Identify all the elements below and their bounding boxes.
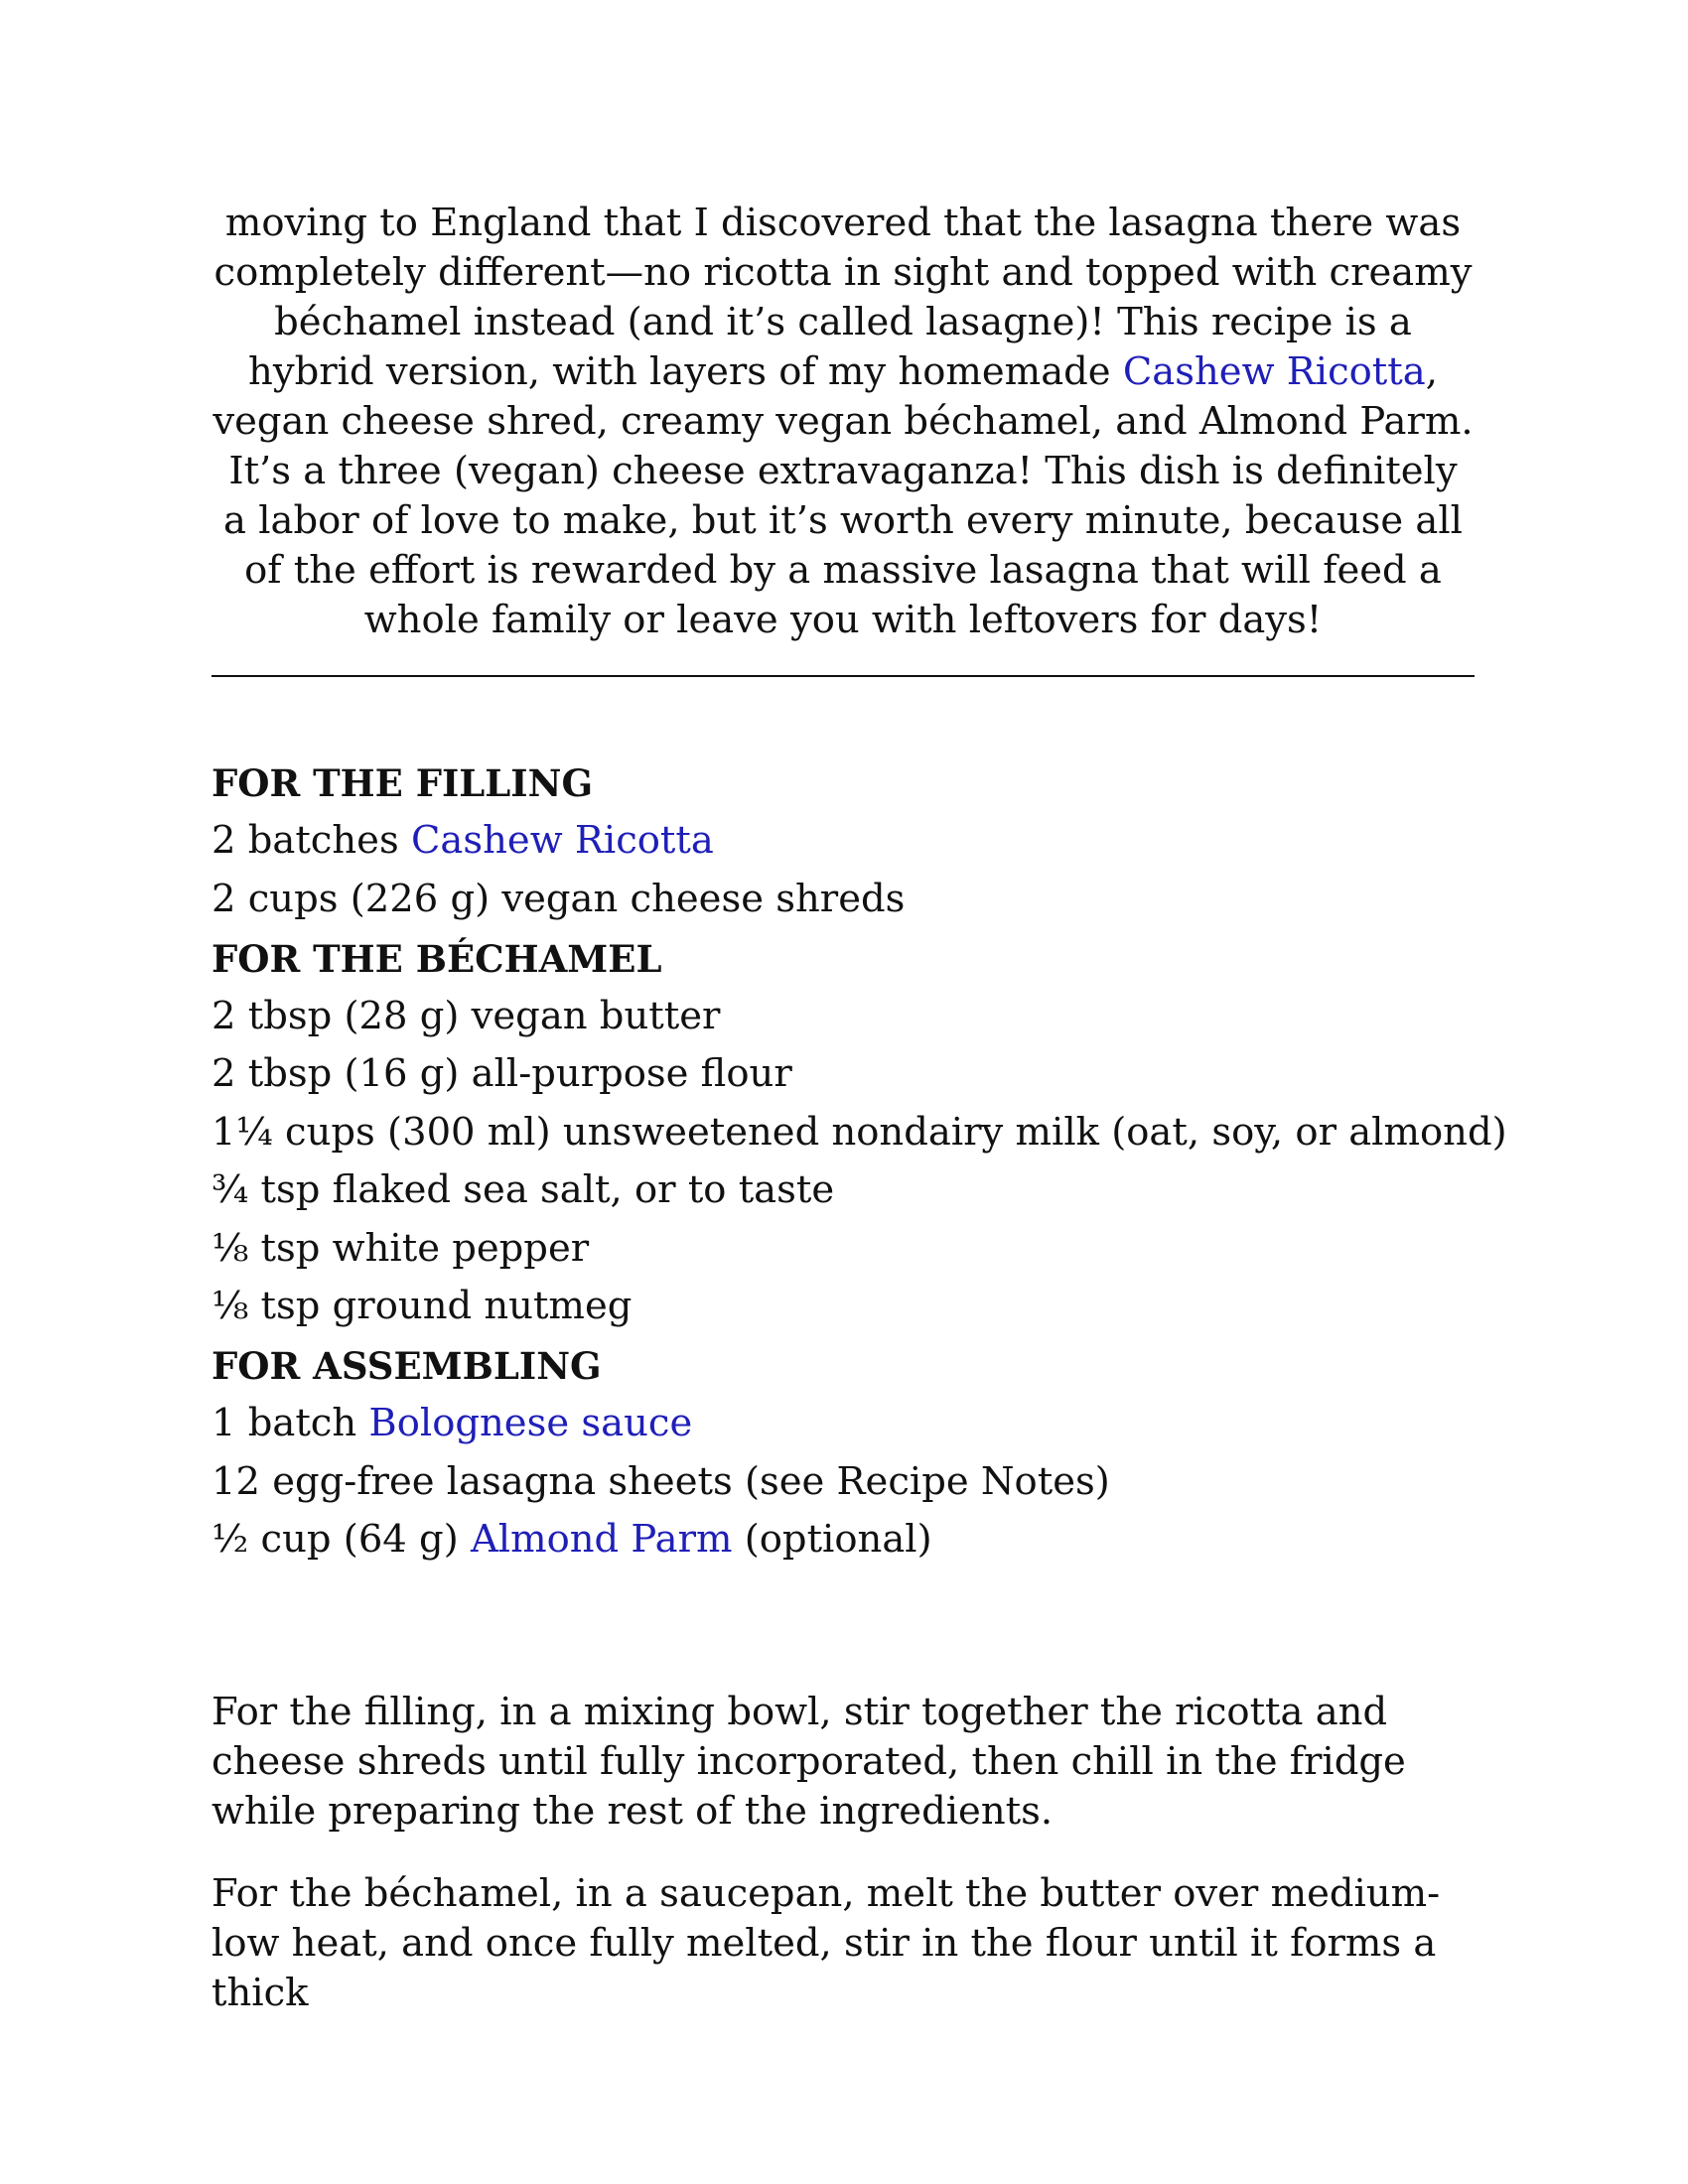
- cashew-ricotta-link[interactable]: Cashew Ricotta: [1122, 349, 1426, 394]
- filling-list: [211, 820, 1475, 920]
- instruction-step-bechamel: For the béchamel, in a saucepan, melt the butter over medium-low heat, and once fully melted, stir in the flour until it forms a thick: [211, 1871, 1441, 2015]
- bechamel-heading: FOR THE BÉCHAMEL: [211, 936, 662, 981]
- ingredient-item: 2 cups (226 g) vegan cheese shreds: [211, 876, 906, 921]
- almond-parm-link[interactable]: Almond Parm: [470, 1517, 733, 1562]
- ingredient-item: 2 tbsp (28 g) vegan butter: [211, 993, 721, 1038]
- ingredient-item: [211, 1519, 1475, 1561]
- ingredient-item: ⅛ tsp white pepper: [211, 1225, 590, 1271]
- instruction-step-filling: For the filling, in a mixing bowl, stir together the ricotta and cheese shreds until fully incorporated, then chill in the fridge while preparing the rest of the ingredients.: [211, 1690, 1406, 1834]
- ingredient-item: [211, 1403, 1475, 1444]
- assembling-list: [211, 1403, 1475, 1561]
- ingredient-item: 1¼ cups (300 ml) unsweetened nondairy milk (oat, soy, or almond): [211, 1109, 1507, 1155]
- ingredient-item: 12 egg-free lasagna sheets (see Recipe Notes): [211, 1458, 1110, 1504]
- ingredient-quantity: 2 batches: [211, 818, 411, 863]
- ingredients-section: [211, 761, 1507, 1578]
- section-divider: [211, 675, 1475, 677]
- filling-heading: FOR THE FILLING: [211, 761, 594, 805]
- bechamel-list: [211, 993, 1507, 1328]
- ingredient-item: [211, 820, 1475, 862]
- bolognese-sauce-link[interactable]: Bolognese sauce: [368, 1401, 693, 1445]
- intro-paragraph: [211, 199, 1475, 645]
- ingredient-item: ⅛ tsp ground nutmeg: [211, 1284, 633, 1328]
- intro-text-end: , vegan cheese shred, creamy vegan béchamel, and Almond Parm. It’s a three (vegan) cheese extravaganza! This dish is definitely a labor of love to make, but it’s worth every minute, because all of the effort is rewarded by a massive lasagna that will feed a whole family or leave you with leftovers for days!: [212, 349, 1474, 642]
- intro-text-start: moving to England that I discovered that the lasagna there was completely different—no ricotta in sight and topped with creamy béchamel instead (and it’s called lasagne)! This recipe is a hybrid version, with layers of my homemade: [213, 201, 1473, 394]
- ingredient-item: ¾ tsp flaked sea salt, or to taste: [211, 1167, 835, 1212]
- ingredient-quantity: 1 batch: [211, 1401, 369, 1445]
- ingredient-note: (optional): [732, 1517, 932, 1562]
- cashew-ricotta-ingredient-link[interactable]: Cashew Ricotta: [410, 818, 714, 863]
- assembling-heading: FOR ASSEMBLING: [211, 1344, 602, 1388]
- ingredient-item: 2 tbsp (16 g) all-purpose flour: [211, 1051, 792, 1096]
- ingredient-quantity: ½ cup (64 g): [211, 1517, 471, 1562]
